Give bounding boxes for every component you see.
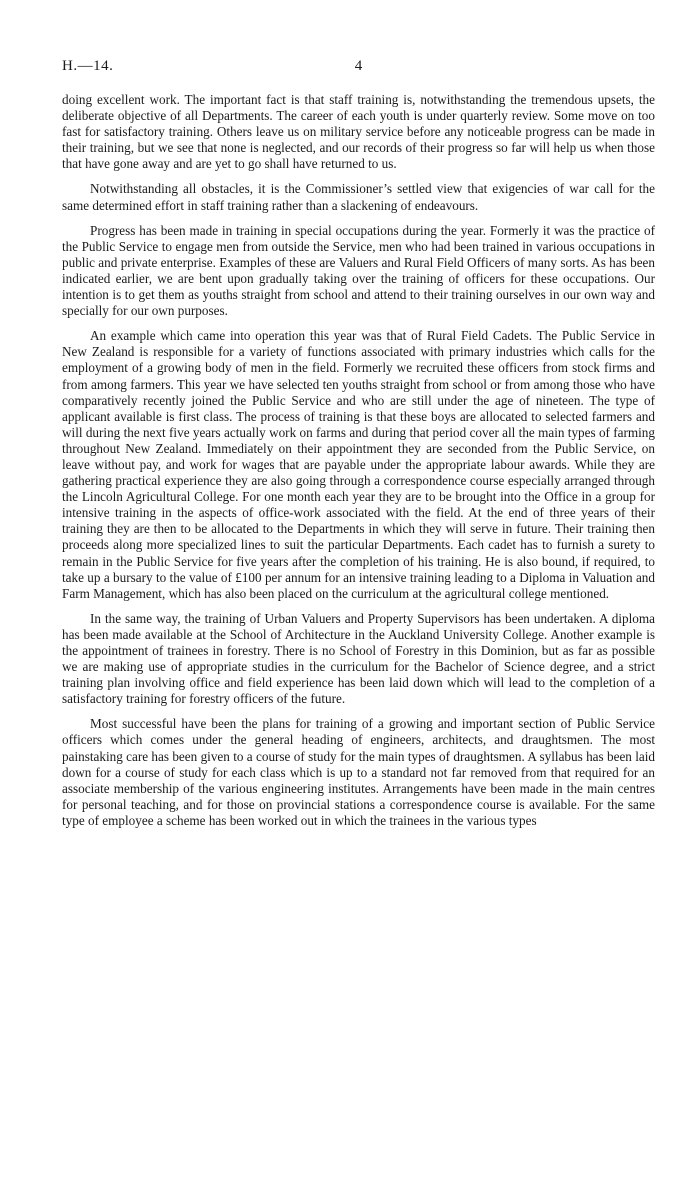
page-header [62,58,655,82]
document-reference: H.—14. [62,58,114,74]
paragraph: Progress has been made in training in special occupations during the year. Formerly it was the practice of the Public Service to engage men from outside the Service, men who had been trained in various occupations in public and private enterprise. Examples of these are Valuers and Rural Field Officers of many sorts. As has been indicated earlier, we are bent upon gradually taking over the training of officers for these occupations. Our intention is to get them as youths straight from school and attend to their training ourselves in our own way and specially for our own purposes. [62,222,655,319]
page-number: 4 [354,58,363,74]
body-text [62,92,655,838]
paragraph: In the same way, the training of Urban Valuers and Property Supervisors has been undertaken. A diploma has been made available at the School of Architecture in the Auckland University College. Another example is the appointment of trainees in forestry. There is no School of Forestry in this Dominion, but as far as possible we are making use of appropriate studies in the curriculum for the Bachelor of Science degree, and a strict training plan involving office and field experience has been laid down which will lead to the completion of a satisfactory training for forestry officers of the future. [62,610,655,707]
paragraph: Notwithstanding all obstacles, it is the Commissioner’s settled view that exigencies of war call for the same determined effort in staff training rather than a slackening of endeavours. [62,181,655,213]
paragraph: An example which came into operation this year was that of Rural Field Cadets. The Public Service in New Zealand is responsible for a variety of functions associated with primary industries which calls for the employment of a growing body of men in the field. Formerly we recruited these officers from stock firms and from among farmers. This year we have selected ten youths straight from school or from among those who have comparatively recently joined the Public Service and who are still under the age of nineteen. The type of applicant available is first class. The process of training is that these boys are allocated to selected farmers and will during the next five years actually work on farms and during that period cover all the main types of farming throughout New Zealand. Immediately on their appointment they are seconded from the Public Service, on leave without pay, and work for wages that are payable under the appropriate labour awards. While they are gathering practical experience they are also going through a correspondence course especially arranged through the Lincoln Agricultural College. For one month each year they are to be brought into the Office in a group for intensive training in the aspects of office-work associated with the field. At the end of three years of their training they are then to be allocated to the Departments in which they will serve in future. Their training then proceeds along more specialized lines to suit the particular Departments. Each cadet has to furnish a surety to remain in the Public Service for five years after the completion of his training. He is also bound, if required, to take up a bursary to the value of £100 per annum for an intensive training leading to a Diploma in Valuation and Farm Management, which has also been placed on the curriculum at the agricultural college mentioned. [62,328,655,601]
paragraph: Most successful have been the plans for training of a growing and important section of Public Service officers which comes under the general heading of engineers, architects, and draughtsmen. The most painstaking care has been given to a course of study for the main types of draughtsmen. A syllabus has been laid down for a course of study for each class which is up to a standard not far removed from that required for an associate membership of the various engineering institutes. Arrangements have been made in the main centres for personal teaching, and for those on provincial stations a correspondence course is available. For the same type of employee a scheme has been worked out in which the trainees in the various types [62,716,655,828]
paragraph-continued: doing excellent work. The important fact is that staff training is, notwithstanding the tremendous upsets, the deliberate objective of all Departments. The career of each youth is under quarterly review. Some move on too fast for satisfactory training. Others leave us on military service before any noticeable progress can be made in their training, but we see that none is neglected, and our records of their progress so far will help us when those that have gone away and are yet to go shall have returned to us. [62,92,655,172]
